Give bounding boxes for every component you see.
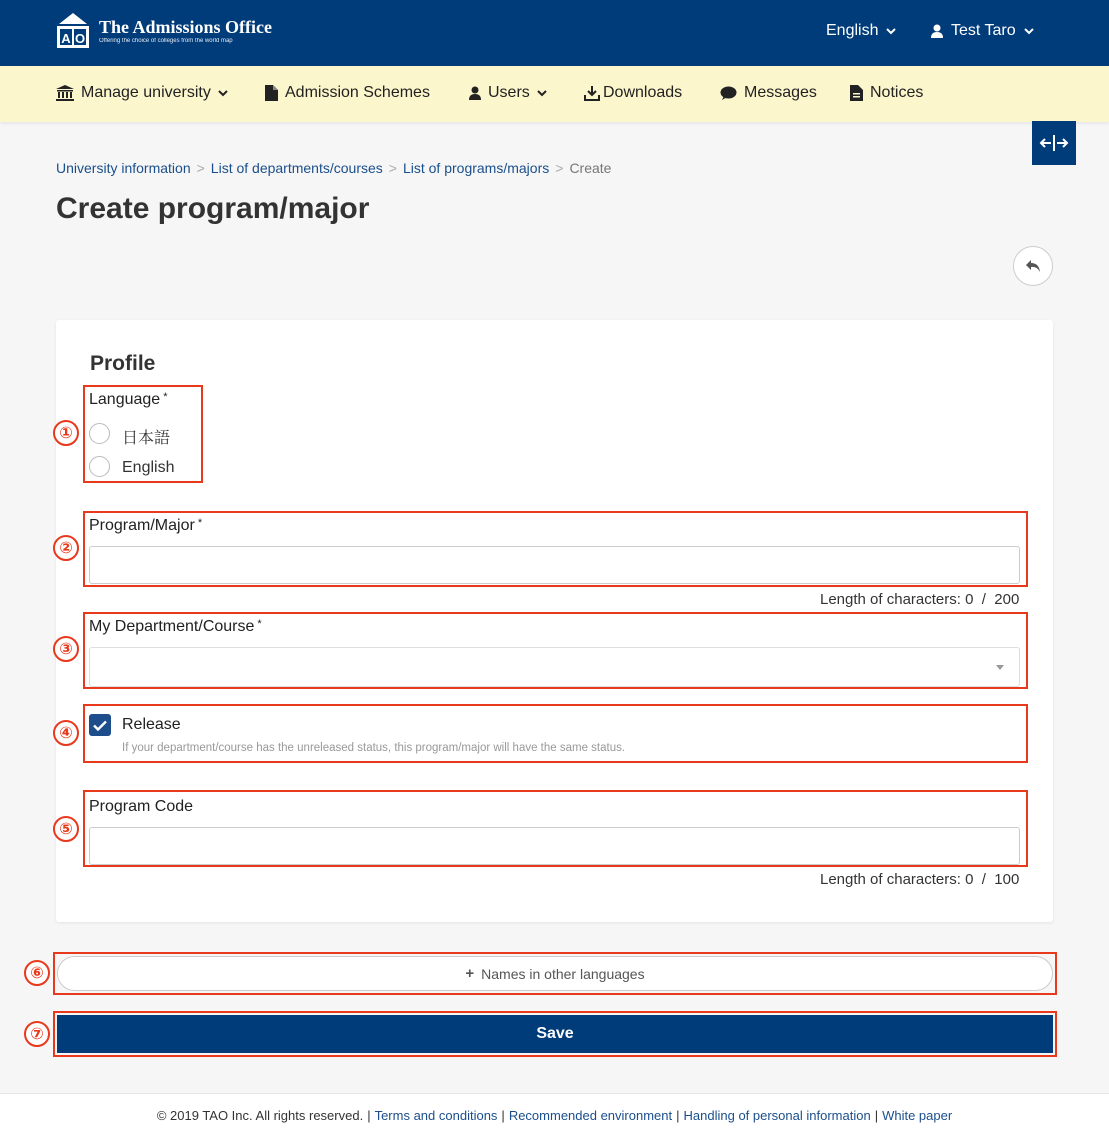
breadcrumb-current: Create	[569, 160, 612, 176]
breadcrumb-separator: >	[388, 160, 397, 176]
language-radio-en[interactable]	[89, 456, 110, 477]
chat-icon	[720, 86, 737, 101]
annotation-number-3: ③	[53, 636, 79, 662]
department-select[interactable]	[89, 647, 1020, 687]
page-title: Create program/major	[56, 192, 370, 225]
release-label[interactable]: Release	[122, 716, 181, 733]
nav-admission-schemes[interactable]	[265, 84, 430, 102]
footer-link-terms[interactable]: Terms and conditions	[374, 1107, 498, 1123]
annotation-number-7: ⑦	[24, 1021, 50, 1047]
chevron-down-icon	[886, 28, 896, 35]
top-header	[0, 0, 1109, 66]
expand-toggle-button[interactable]	[1032, 121, 1076, 165]
department-label: My Department/Course *	[89, 618, 262, 635]
footer-link-privacy[interactable]: Handling of personal information	[683, 1107, 871, 1123]
breadcrumb-departments[interactable]: List of departments/courses	[210, 160, 383, 176]
plus-icon: +	[465, 965, 475, 982]
logo-subtitle: Offering the choice of colleges from the world map	[99, 38, 233, 44]
annotation-number-5: ⑤	[53, 816, 79, 842]
annotation-number-4: ④	[53, 720, 79, 746]
copyright: © 2019 TAO Inc. All rights reserved.	[156, 1107, 364, 1123]
language-option-ja[interactable]: 日本語	[122, 430, 171, 447]
program-major-input[interactable]	[89, 546, 1020, 584]
nav-label: Downloads	[603, 84, 683, 101]
names-other-languages-button[interactable]	[57, 956, 1053, 991]
chevron-down-icon	[537, 90, 547, 97]
download-icon	[584, 85, 600, 101]
user-icon	[469, 86, 481, 100]
user-icon	[931, 24, 943, 38]
university-icon	[56, 85, 74, 101]
nav-manage-university[interactable]	[56, 84, 228, 102]
required-mark: *	[197, 517, 203, 529]
release-help-text: If your department/course has the unreleased status, this program/major will have the same status.	[122, 742, 626, 754]
nav-notices[interactable]	[850, 84, 923, 102]
document-icon	[265, 85, 278, 101]
release-checkbox[interactable]	[89, 714, 111, 736]
names-other-languages-label: Names in other languages	[481, 965, 645, 982]
annotation-number-2: ②	[53, 535, 79, 561]
language-radio-ja[interactable]	[89, 423, 110, 444]
nav-messages[interactable]	[720, 84, 817, 102]
annotation-number-6: ⑥	[24, 960, 50, 986]
reply-icon	[1025, 259, 1041, 273]
breadcrumb-university-information[interactable]: University information	[56, 160, 191, 176]
language-label: Language *	[89, 391, 168, 408]
footer-link-white-paper[interactable]: White paper	[882, 1107, 953, 1123]
notice-icon	[850, 85, 863, 101]
save-button[interactable]: Save	[57, 1015, 1053, 1053]
back-button[interactable]	[1013, 246, 1053, 286]
required-mark: *	[163, 391, 168, 403]
required-mark: *	[257, 618, 262, 630]
nav-label: Manage university	[81, 84, 211, 101]
breadcrumb-programs[interactable]: List of programs/majors	[402, 160, 550, 176]
nav-label: Users	[488, 84, 530, 101]
svg-text:A: A	[61, 31, 71, 46]
svg-text:O: O	[74, 31, 86, 46]
section-title: Profile	[90, 352, 156, 375]
user-menu[interactable]	[931, 22, 1034, 40]
footer-link-environment[interactable]: Recommended environment	[508, 1107, 673, 1123]
annotation-number-1: ①	[53, 420, 79, 446]
chevron-down-icon	[218, 90, 228, 97]
breadcrumb-separator: >	[555, 160, 564, 176]
program-code-counter: Length of characters: 0 / 100	[820, 871, 1020, 888]
breadcrumb	[56, 160, 611, 176]
program-major-counter: Length of characters: 0 / 200	[820, 591, 1020, 608]
logo-title: The Admissions Office	[99, 17, 273, 37]
program-major-label: Program/Major *	[89, 517, 203, 534]
nav-label: Notices	[870, 84, 924, 101]
breadcrumb-separator: >	[196, 160, 205, 176]
logo-icon	[56, 12, 90, 50]
nav-downloads[interactable]	[584, 84, 682, 102]
language-menu[interactable]	[826, 22, 896, 40]
dropdown-arrow-icon	[996, 665, 1004, 670]
logo[interactable]	[56, 12, 272, 50]
nav-label: Messages	[744, 84, 817, 101]
chevron-down-icon	[1024, 28, 1034, 35]
program-code-input[interactable]	[89, 827, 1020, 865]
main-nav	[0, 66, 1109, 122]
arrows-horizontal-icon	[1039, 133, 1069, 153]
program-code-label: Program Code	[89, 798, 194, 815]
user-name: Test Taro	[951, 22, 1016, 39]
language-label: English	[826, 22, 879, 39]
footer: © 2019 TAO Inc. All rights reserved. | Terms and conditions | Recommended environment | Handling of personal information | White paper	[0, 1093, 1109, 1136]
nav-label: Admission Schemes	[285, 84, 430, 101]
check-icon	[93, 720, 107, 731]
nav-users[interactable]	[469, 84, 547, 102]
language-option-en[interactable]: English	[122, 459, 175, 476]
